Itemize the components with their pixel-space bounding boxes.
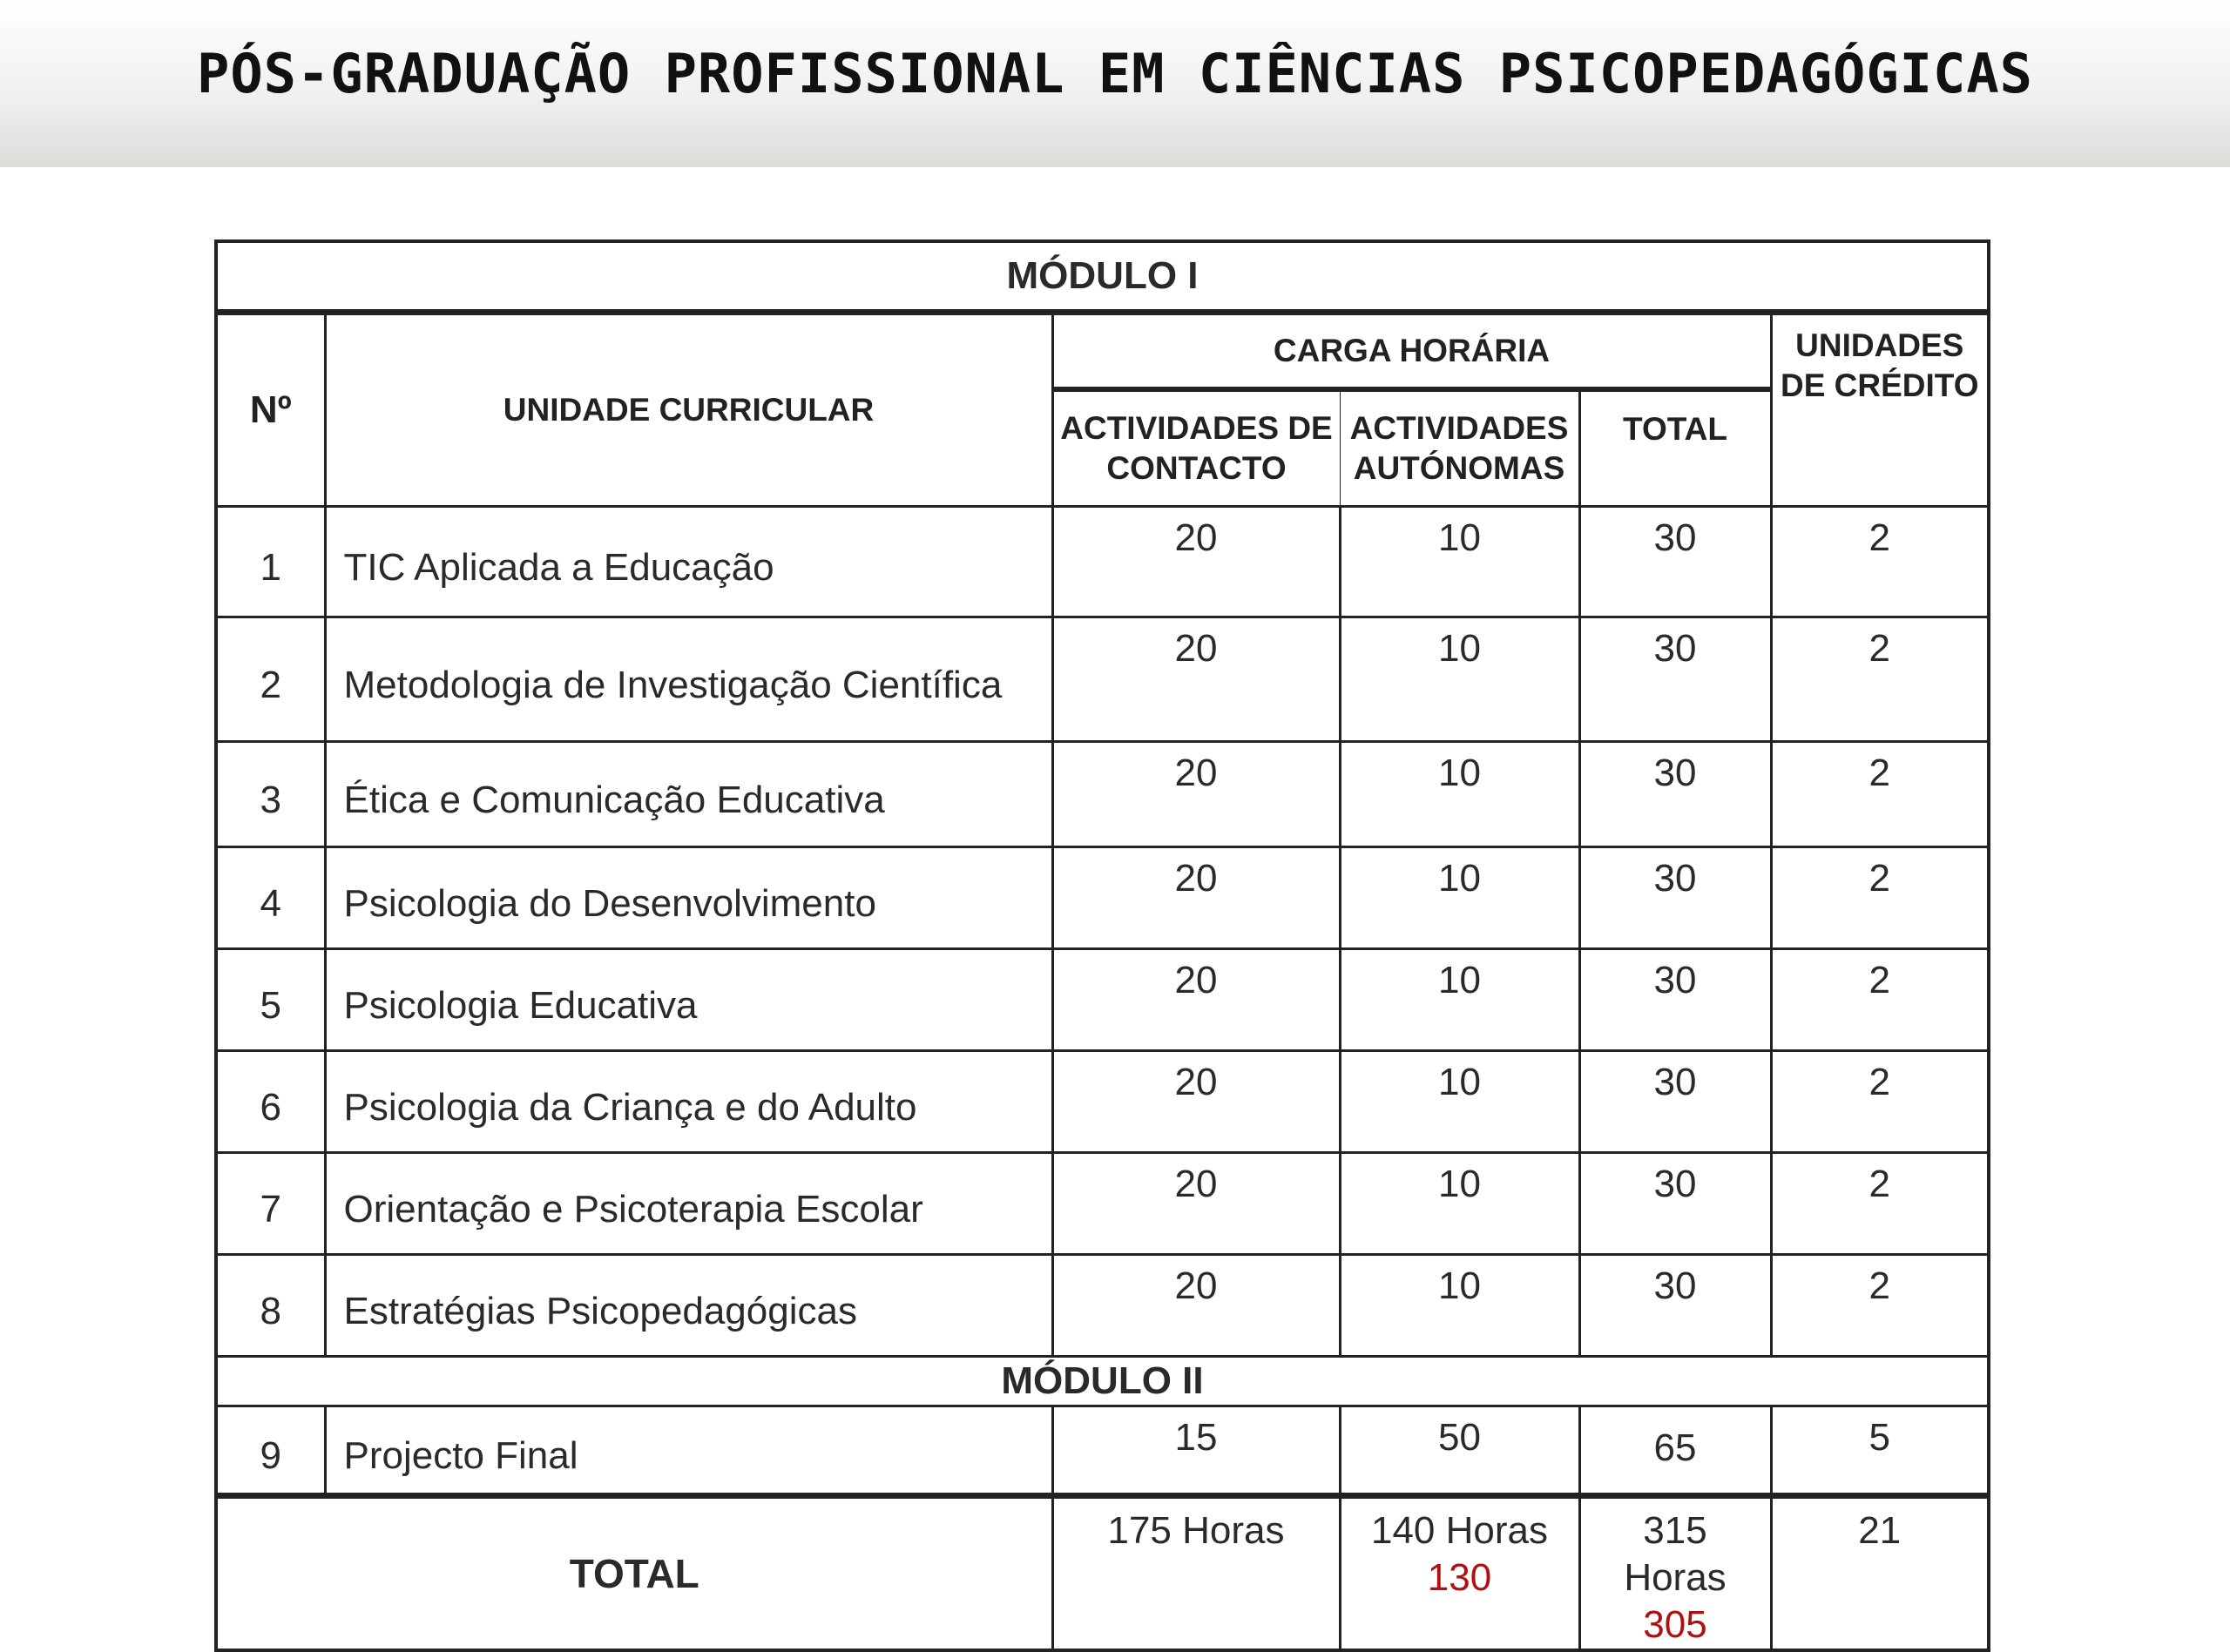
autonomous-hours: 10 xyxy=(1340,1051,1579,1153)
total-hours: 65 xyxy=(1579,1406,1771,1496)
credits: 2 xyxy=(1771,617,1989,742)
table-row xyxy=(216,1406,1989,1496)
unit-name: Estratégias Psicopedagógicas xyxy=(325,1255,1052,1357)
totals-credits: 21 xyxy=(1771,1496,1989,1651)
contact-header: ACTIVIDADES DE CONTACTO xyxy=(1052,389,1340,507)
contact-hours: 20 xyxy=(1052,949,1340,1051)
totals-label: TOTAL xyxy=(216,1496,1052,1651)
table-row xyxy=(216,742,1989,847)
table-row xyxy=(216,1153,1989,1255)
autonomous-hours: 10 xyxy=(1340,1255,1579,1357)
credits: 2 xyxy=(1771,1051,1989,1153)
totals-contact: 175 Horas xyxy=(1052,1496,1340,1651)
totals-total-line1: 315 xyxy=(1643,1509,1707,1552)
page-title: PÓS-GRADUAÇÃO PROFISSIONAL EM CIÊNCIAS PSICOPEDAGÓGICAS xyxy=(197,42,2033,105)
autonomous-hours: 10 xyxy=(1340,847,1579,949)
table-row xyxy=(216,1255,1989,1357)
unit-name: Psicologia da Criança e do Adulto xyxy=(325,1051,1052,1153)
unit-name: Projecto Final xyxy=(325,1406,1052,1496)
module-2-label: MÓDULO II xyxy=(216,1357,1989,1406)
totals-autonomous-value: 140 Horas xyxy=(1370,1509,1548,1552)
row-number: 3 xyxy=(216,742,325,847)
total-hours: 30 xyxy=(1579,507,1771,617)
unit-name: Psicologia do Desenvolvimento xyxy=(325,847,1052,949)
contact-hours: 20 xyxy=(1052,1255,1340,1357)
table-row xyxy=(216,949,1989,1051)
totals-row xyxy=(216,1496,1989,1651)
row-number: 2 xyxy=(216,617,325,742)
unit-name: Ética e Comunicação Educativa xyxy=(325,742,1052,847)
contact-hours: 20 xyxy=(1052,742,1340,847)
row-number: 6 xyxy=(216,1051,325,1153)
totals-autonomous-correction: 130 xyxy=(1427,1556,1492,1599)
curriculum-table xyxy=(214,239,1990,1652)
row-number: 8 xyxy=(216,1255,325,1357)
table-row xyxy=(216,1051,1989,1153)
credits: 5 xyxy=(1771,1406,1989,1496)
autonomous-hours: 10 xyxy=(1340,949,1579,1051)
totals-autonomous xyxy=(1340,1496,1579,1651)
autonomous-header: ACTIVIDADES AUTÓNOMAS xyxy=(1340,389,1579,507)
autonomous-hours: 10 xyxy=(1340,1153,1579,1255)
contact-hours: 20 xyxy=(1052,1153,1340,1255)
row-number: 4 xyxy=(216,847,325,949)
row-number: 5 xyxy=(216,949,325,1051)
header-row-top xyxy=(216,313,1989,390)
autonomous-hours: 10 xyxy=(1340,617,1579,742)
totals-total-correction: 305 xyxy=(1643,1603,1707,1646)
module-1-label: MÓDULO I xyxy=(216,241,1989,313)
total-hours: 30 xyxy=(1579,949,1771,1051)
table-row xyxy=(216,617,1989,742)
row-number: 9 xyxy=(216,1406,325,1496)
total-header: TOTAL xyxy=(1579,389,1771,507)
autonomous-hours: 10 xyxy=(1340,742,1579,847)
contact-hours: 20 xyxy=(1052,507,1340,617)
total-hours: 30 xyxy=(1579,1051,1771,1153)
credits: 2 xyxy=(1771,1153,1989,1255)
unit-header: UNIDADE CURRICULAR xyxy=(325,313,1052,507)
total-hours: 30 xyxy=(1579,1255,1771,1357)
totals-total xyxy=(1579,1496,1771,1651)
total-hours: 30 xyxy=(1579,847,1771,949)
credits: 2 xyxy=(1771,949,1989,1051)
credits-header: UNIDADES DE CRÉDITO xyxy=(1771,313,1989,507)
module-2-row xyxy=(216,1357,1989,1406)
unit-name: Orientação e Psicoterapia Escolar xyxy=(325,1153,1052,1255)
unit-name: Psicologia Educativa xyxy=(325,949,1052,1051)
table-row xyxy=(216,847,1989,949)
total-hours: 30 xyxy=(1579,617,1771,742)
total-hours: 30 xyxy=(1579,742,1771,847)
contact-hours: 15 xyxy=(1052,1406,1340,1496)
credits: 2 xyxy=(1771,742,1989,847)
contact-hours: 20 xyxy=(1052,847,1340,949)
row-number: 7 xyxy=(216,1153,325,1255)
module-1-row xyxy=(216,241,1989,313)
totals-total-line2: Horas xyxy=(1624,1556,1727,1599)
autonomous-hours: 10 xyxy=(1340,507,1579,617)
unit-name: Metodologia de Investigação Científica xyxy=(325,617,1052,742)
credits: 2 xyxy=(1771,847,1989,949)
contact-hours: 20 xyxy=(1052,617,1340,742)
table-row xyxy=(216,507,1989,617)
unit-name: TIC Aplicada a Educação xyxy=(325,507,1052,617)
credits: 2 xyxy=(1771,507,1989,617)
total-hours: 30 xyxy=(1579,1153,1771,1255)
contact-hours: 20 xyxy=(1052,1051,1340,1153)
number-header: Nº xyxy=(216,313,325,507)
workload-header: CARGA HORÁRIA xyxy=(1052,313,1771,390)
row-number: 1 xyxy=(216,507,325,617)
credits: 2 xyxy=(1771,1255,1989,1357)
autonomous-hours: 50 xyxy=(1340,1406,1579,1496)
